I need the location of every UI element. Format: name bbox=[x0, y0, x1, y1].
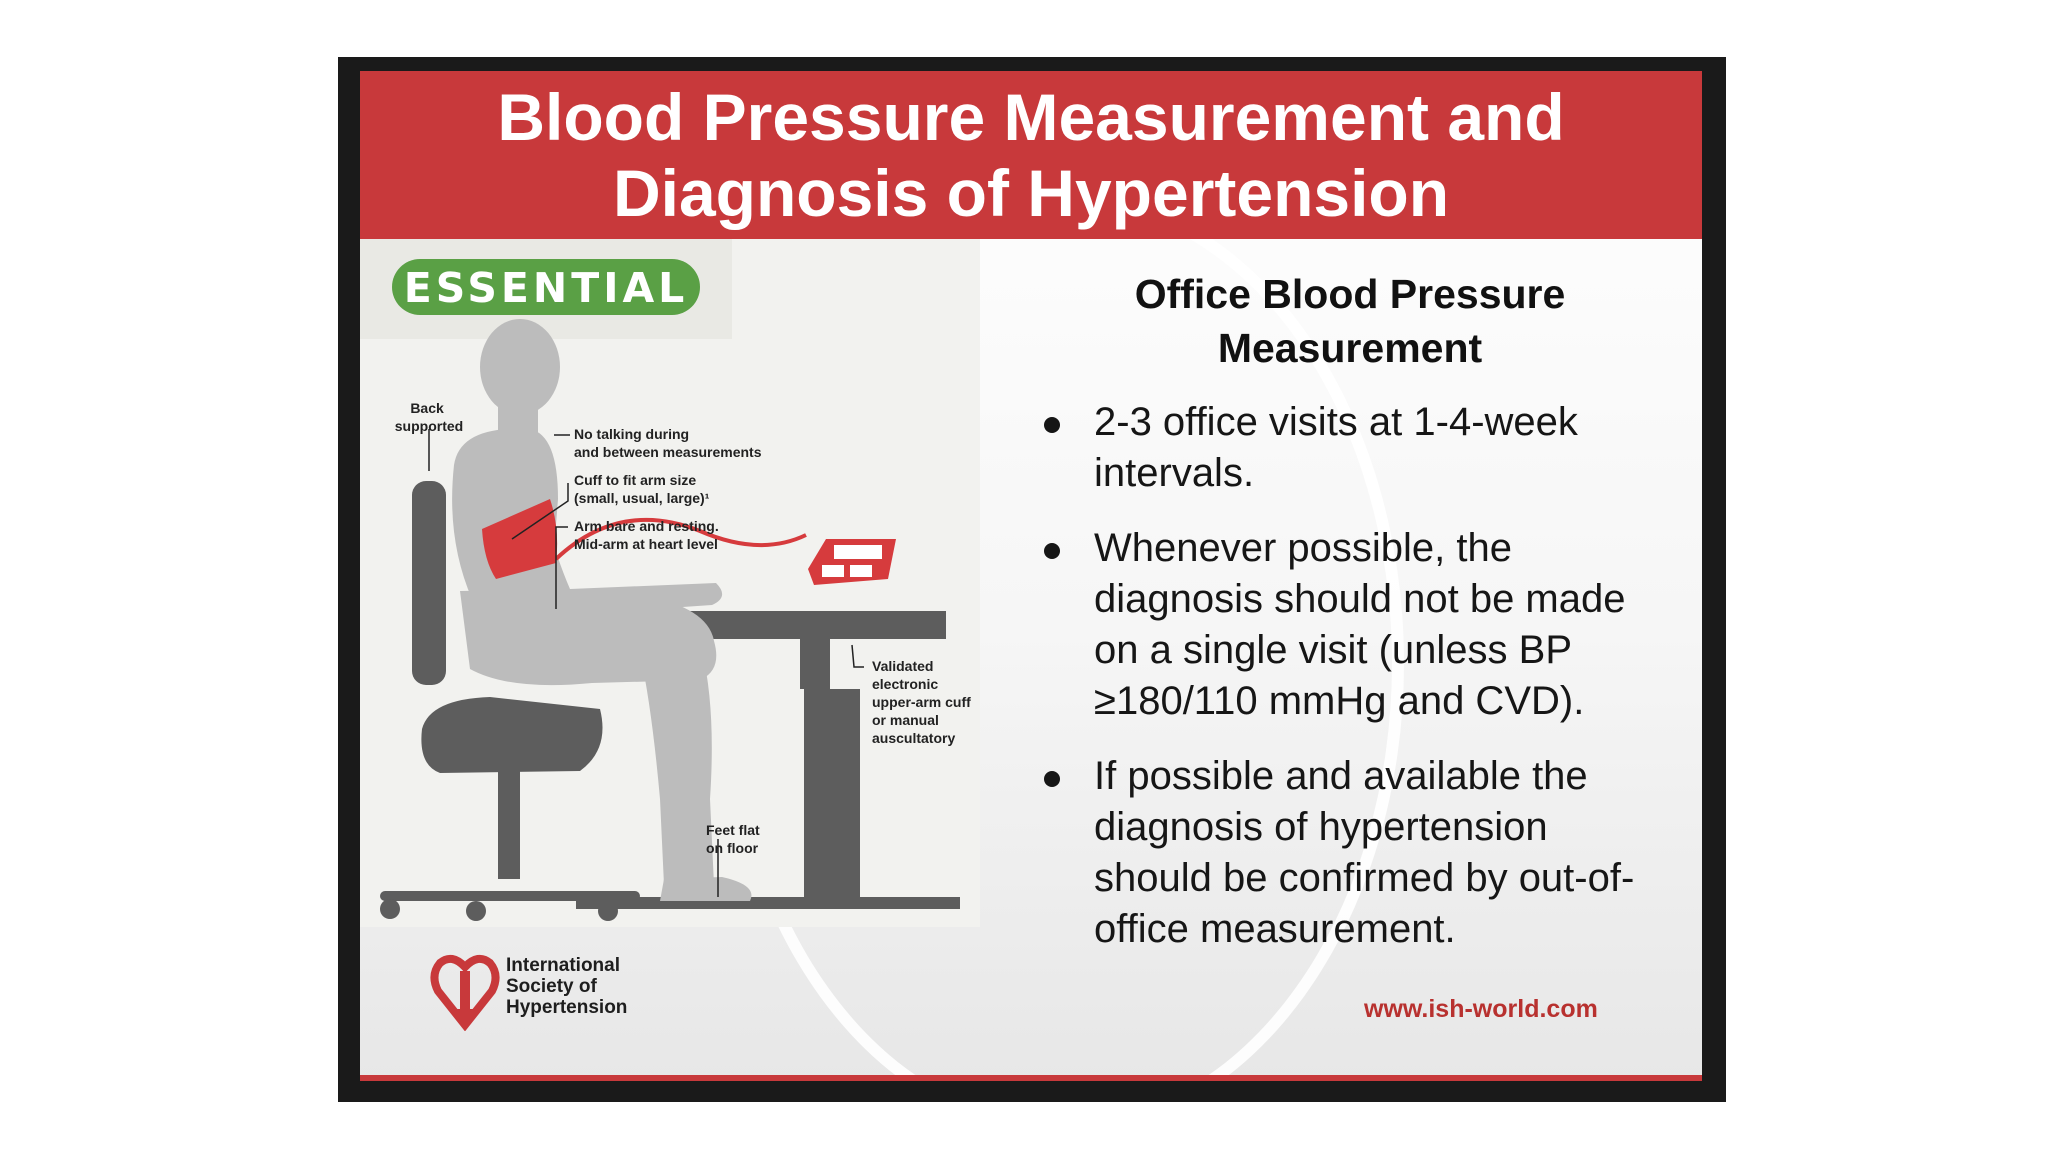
label-cuff-size: Cuff to fit arm size (small, usual, large)¹ bbox=[574, 472, 710, 506]
slide-title bbox=[431, 79, 1631, 231]
bullet-dot-icon bbox=[1044, 543, 1060, 559]
slide-header bbox=[360, 71, 1702, 239]
label-feet-flat: Feet flat on floor bbox=[706, 822, 760, 856]
bp-monitor bbox=[808, 539, 896, 585]
label-back-supported: Back supported bbox=[394, 400, 464, 434]
ish-logo bbox=[430, 951, 690, 1031]
slide bbox=[360, 71, 1702, 1081]
logo-text bbox=[506, 955, 627, 1018]
heart-logo-icon bbox=[430, 951, 500, 1031]
section-heading-line-2: Measurement bbox=[1217, 325, 1483, 371]
label-arm-bare: Arm bare and resting. Mid-arm at heart level bbox=[574, 518, 719, 552]
section-heading bbox=[1040, 267, 1660, 375]
slide-frame bbox=[338, 57, 1726, 1102]
content-panel bbox=[1040, 267, 1660, 979]
section-heading-line-1: Office Blood Pressure bbox=[1134, 271, 1566, 317]
bullet-item bbox=[1040, 397, 1660, 499]
label-validated-device: Validated electronic upper-arm cuff or manual auscultatory bbox=[872, 658, 971, 746]
logo-line-3: Hypertension bbox=[506, 997, 628, 1018]
seated-figure bbox=[452, 319, 751, 901]
bullet-text: Whenever possible, the diagnosis should not be made on a single visit (unless BP ≥180/110 mmHg and CVD). bbox=[1094, 526, 1626, 723]
title-line-2: Diagnosis of Hypertension bbox=[612, 156, 1450, 230]
label-no-talking: No talking during and between measurements bbox=[574, 426, 762, 460]
logo-line-2: Society of bbox=[506, 976, 597, 997]
bullet-text: 2-3 office visits at 1-4-week intervals. bbox=[1094, 400, 1578, 495]
bullet-text: If possible and available the diagnosis of hypertension should be confirmed by out-of-office measurement. bbox=[1094, 754, 1635, 951]
badge-label: ESSENTIAL bbox=[403, 264, 689, 312]
bullet-dot-icon bbox=[1044, 417, 1060, 433]
website-link[interactable]: www.ish-world.com bbox=[1364, 995, 1598, 1023]
bullet-item bbox=[1040, 751, 1660, 955]
title-line-1: Blood Pressure Measurement and bbox=[497, 80, 1565, 154]
bullet-item bbox=[1040, 523, 1660, 727]
bullet-list bbox=[1040, 397, 1660, 955]
bp-measurement-illustration bbox=[360, 239, 980, 927]
bullet-dot-icon bbox=[1044, 771, 1060, 787]
logo-line-1: International bbox=[506, 955, 621, 976]
essential-badge bbox=[392, 259, 700, 315]
bottom-accent-line bbox=[360, 1075, 1702, 1081]
illustration-svg bbox=[360, 239, 980, 927]
